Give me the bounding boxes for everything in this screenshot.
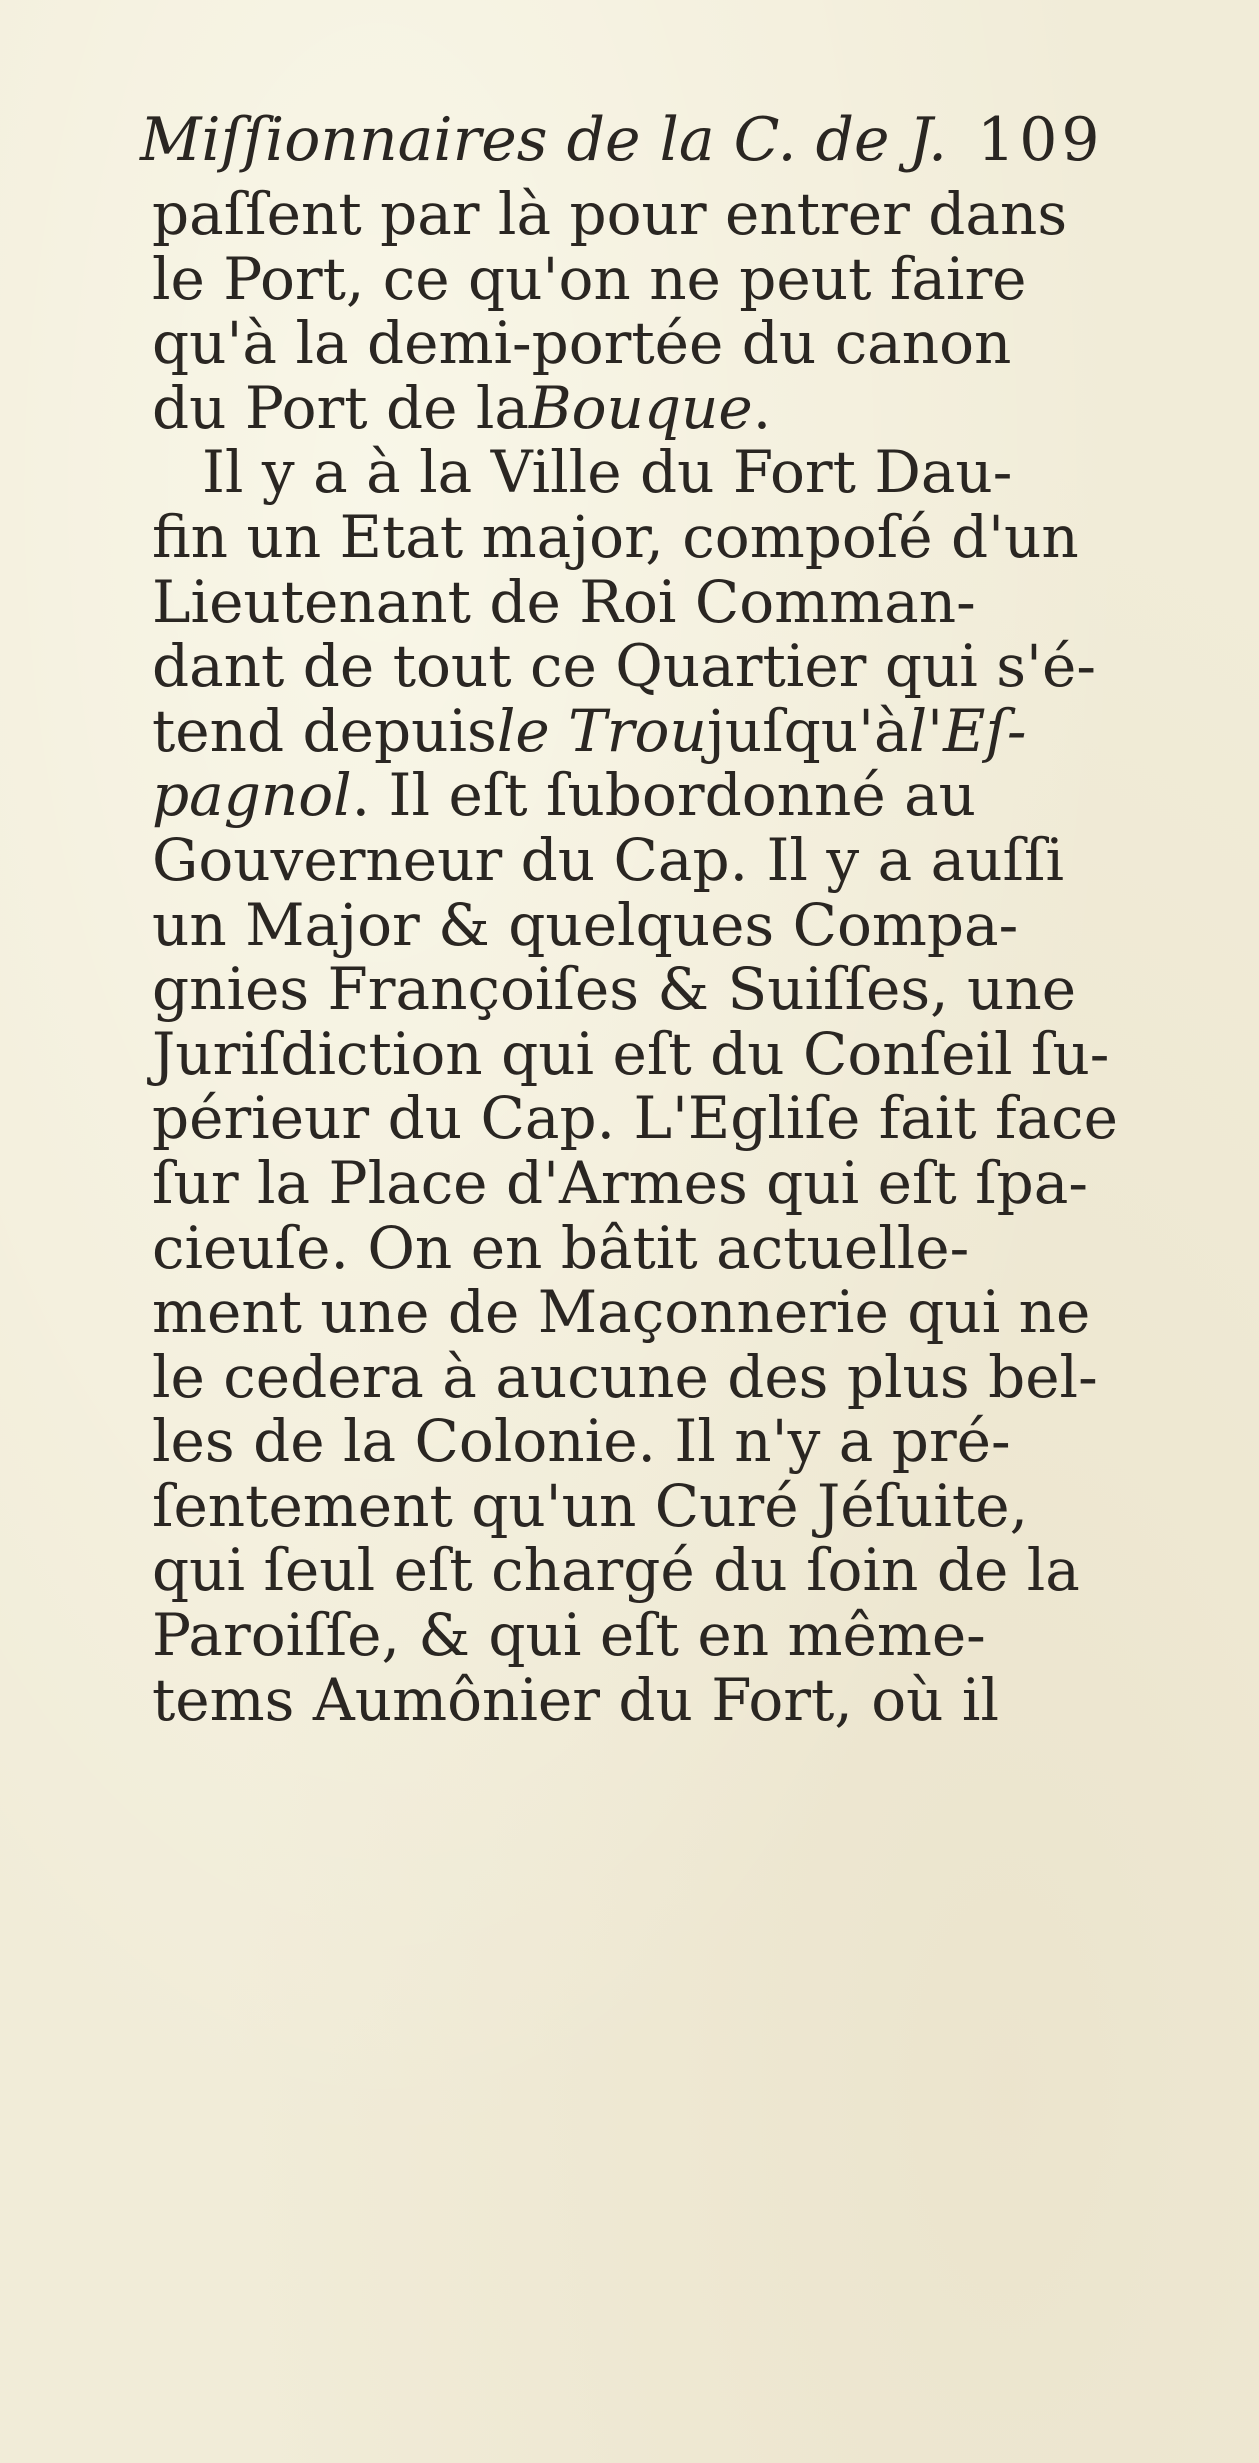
text-line: Gouverneur du Cap. Il y a auſſi bbox=[152, 825, 1065, 894]
page-number: 109 bbox=[977, 105, 1104, 175]
text-line: Juriſdiction qui eſt du Conſeil ſu- bbox=[152, 1019, 1110, 1088]
text-line: périeur du Cap. L'Egliſe fait face bbox=[152, 1084, 1118, 1153]
text-line: un Major & quelques Compa- bbox=[152, 890, 1019, 959]
text-line: pagnol. Il eſt ſubordonné au bbox=[152, 761, 977, 830]
text-line: qui ſeul eſt chargé du ſoin de la bbox=[152, 1536, 1080, 1605]
running-title: Miſſionnaires de la C. de J. bbox=[140, 105, 948, 175]
italic-place-name: Bouque bbox=[529, 373, 753, 442]
text-line: ment une de Maçonnerie qui ne bbox=[152, 1278, 1091, 1347]
text-line: gnies Françoiſes & Suiſſes, une bbox=[152, 955, 1077, 1024]
text-line: fin un Etat major, compoſé d'un bbox=[152, 502, 1079, 571]
page-header bbox=[140, 100, 1104, 180]
text-line: Lieutenant de Roi Comman- bbox=[152, 567, 976, 636]
text-line: ſentement qu'un Curé Jéſuite, bbox=[152, 1471, 1029, 1540]
text-line: le Port, ce qu'on ne peut faire bbox=[152, 244, 1027, 313]
text-line: du Port de laBouque. bbox=[152, 373, 772, 442]
text-line: qu'à la demi-portée du canon bbox=[152, 309, 1012, 378]
text-line: tend depuisle Troujuſqu'àl'Eſ- bbox=[152, 696, 1027, 765]
text-line: paſſent par là pour entrer dans bbox=[152, 180, 1068, 248]
paragraph-start-line: Il y a à la Ville du Fort Dau- bbox=[202, 438, 1013, 507]
text-line: dant de tout ce Quartier qui s'é- bbox=[152, 632, 1096, 701]
text-line: ſur la Place d'Armes qui eſt ſpa- bbox=[152, 1148, 1088, 1217]
body-text bbox=[152, 180, 1118, 1734]
italic-place-name: pagnol bbox=[152, 761, 352, 830]
italic-place-name: le Trou bbox=[496, 696, 707, 765]
text-line: les de la Colonie. Il n'y a pré- bbox=[152, 1407, 1011, 1476]
italic-place-name: l'Eſ- bbox=[908, 696, 1027, 765]
text-line: le cedera à aucune des plus bel- bbox=[152, 1342, 1098, 1411]
text-line: cieuſe. On en bâtit actuelle- bbox=[152, 1213, 970, 1282]
text-line: tems Aumônier du Fort, où il bbox=[152, 1665, 1000, 1734]
text-line: Paroiſſe, & qui eſt en même- bbox=[152, 1601, 986, 1670]
